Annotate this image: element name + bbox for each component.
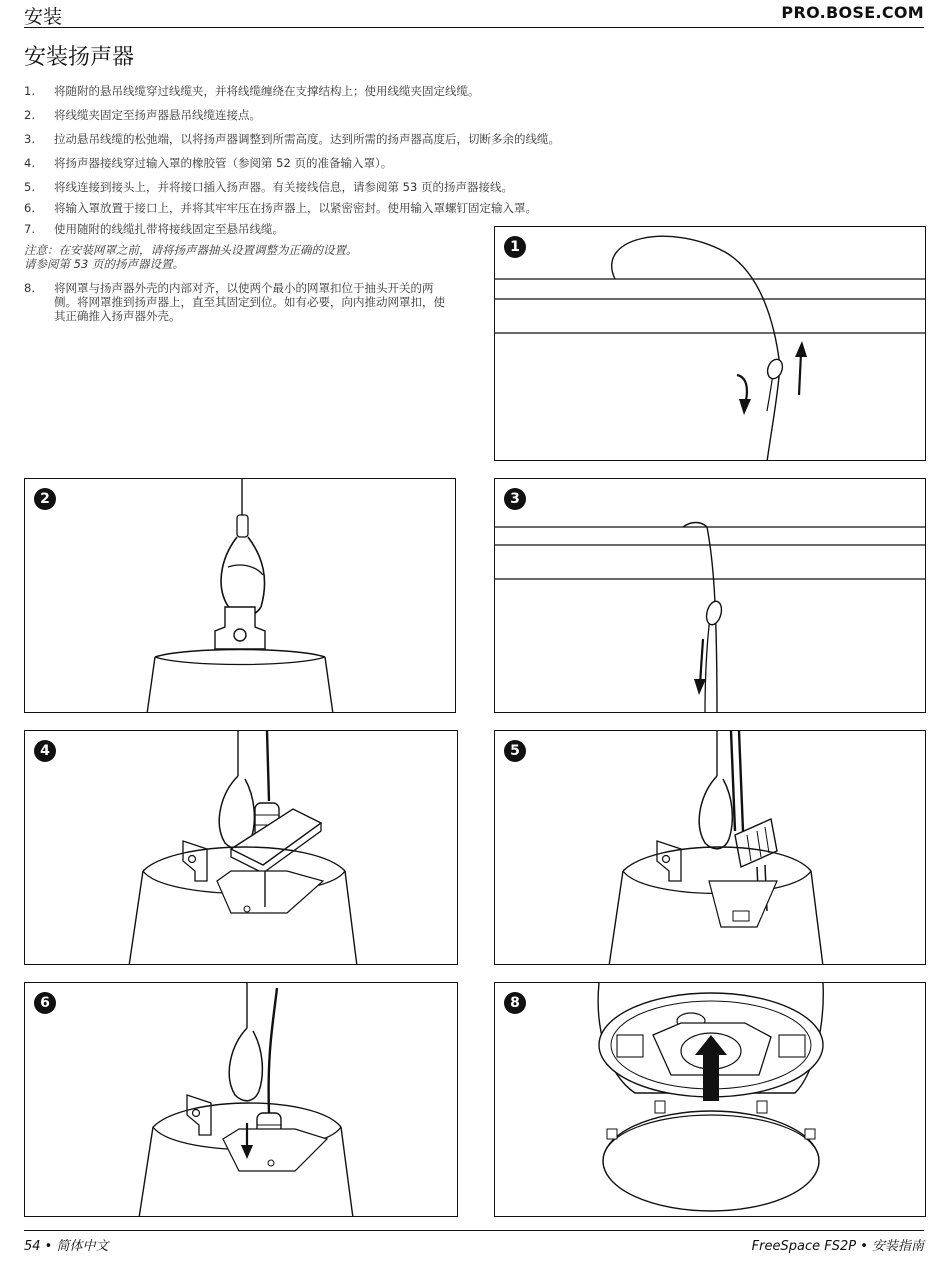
- step-badge-1: 1: [504, 236, 526, 258]
- step-6: [24, 201, 537, 215]
- step-number: 1.: [24, 84, 35, 98]
- step-badge-3: 3: [504, 488, 526, 510]
- step-text: 将扬声器接线穿过输入罩的橡胶管（参阅第 52 页的准备输入罩）。: [54, 156, 393, 170]
- step-number: 7.: [24, 222, 35, 236]
- step-text: 拉动悬吊线缆的松弛端，以将扬声器调整到所需高度。达到所需的扬声器高度后，切断多余的线缆。: [54, 132, 560, 146]
- illustration-panel-5: [494, 730, 926, 965]
- step-5: [24, 180, 513, 194]
- illustration-panel-6: [24, 982, 458, 1217]
- step-badge-4: 4: [34, 740, 56, 762]
- step-4: [24, 156, 392, 170]
- step-3: [24, 132, 560, 146]
- step-text: 将网罩与扬声器外壳的内部对齐，以使两个最小的网罩扣位于抽头开关的两侧。将网罩推到扬声器上，直至其固定到位。如有必要，向内推动网罩扣，使其正确推入扬声器外壳。: [54, 281, 445, 323]
- page-title: 安装扬声器: [24, 45, 135, 70]
- grille-install-illustration: [495, 983, 926, 1217]
- step-text: 将随附的悬吊线缆穿过线缆夹，并将线缆缠绕在支撑结构上；使用线缆夹固定线缆。: [54, 84, 480, 98]
- note-line-2: 请参阅第 53 页的扬声器设置。: [24, 257, 184, 271]
- step-number: 5.: [24, 180, 35, 194]
- illustration-panel-1: [494, 226, 926, 461]
- input-cover-screw-illustration: [25, 983, 458, 1217]
- cable-clamp-attach-illustration: [25, 479, 456, 713]
- step-badge-6: 6: [34, 992, 56, 1014]
- illustration-panel-8: [494, 982, 926, 1217]
- illustration-panel-2: [24, 478, 456, 713]
- footer-product-guide: FreeSpace FS2P • 安装指南: [751, 1239, 924, 1254]
- step-badge-8: 8: [504, 992, 526, 1014]
- connector-insert-illustration: [495, 731, 926, 965]
- step-number: 8.: [24, 281, 35, 295]
- illustration-panel-3: [494, 478, 926, 713]
- step-badge-2: 2: [34, 488, 56, 510]
- step-text: 将线连接到接头上，并将接口插入扬声器。有关接线信息，请参阅第 53 页的扬声器接线。: [54, 180, 513, 194]
- step-2: [24, 108, 261, 122]
- footer-page-language: 54 • 简体中文: [24, 1239, 109, 1254]
- step-text: 将输入罩放置于接口上，并将其牢牢压在扬声器上，以紧密密封。使用输入罩螺钉固定输入罩。: [54, 201, 537, 215]
- step-number: 4.: [24, 156, 35, 170]
- header-section: 安装: [24, 6, 63, 28]
- step-badge-5: 5: [504, 740, 526, 762]
- footer-rule: [24, 1230, 924, 1231]
- input-cover-wiring-illustration: [25, 731, 458, 965]
- step-number: 3.: [24, 132, 35, 146]
- step-text: 使用随附的线缆扎带将接线固定至悬吊线缆。: [54, 222, 284, 236]
- step-7: [24, 222, 284, 236]
- step-text: 将线缆夹固定至扬声器悬吊线缆连接点。: [54, 108, 261, 122]
- step-number: 2.: [24, 108, 35, 122]
- note: [24, 243, 444, 271]
- note-line-1: 注意：在安装网罩之前，请将扬声器抽头设置调整为正确的设置。: [24, 243, 358, 257]
- header-site: PRO.BOSE.COM: [781, 3, 924, 22]
- cable-height-adjust-illustration: [495, 479, 926, 713]
- cable-over-beam-illustration: [495, 227, 926, 461]
- step-number: 6.: [24, 201, 35, 215]
- step-1: [24, 84, 480, 98]
- illustration-panel-4: [24, 730, 458, 965]
- header-rule: [24, 27, 924, 28]
